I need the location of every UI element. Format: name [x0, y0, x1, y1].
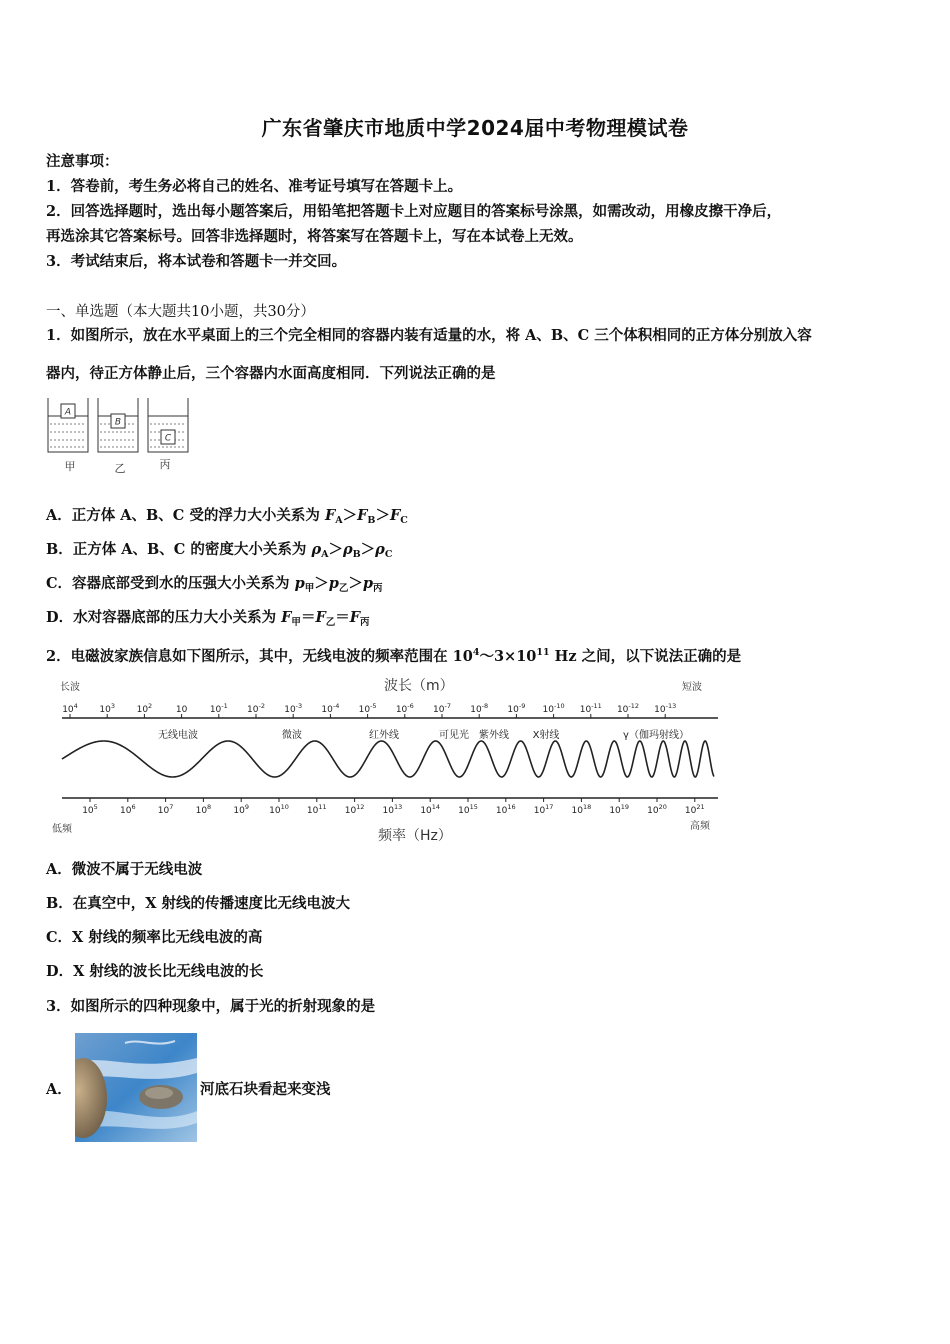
frequency-title: 频率（Hz）	[378, 828, 452, 844]
frequency-tick-label: $10^{21}$	[684, 803, 705, 816]
riverbed-stone-photo	[75, 1033, 197, 1142]
wavelength-tick-label: 10	[175, 705, 188, 715]
frequency-tick-label: $10^5$	[82, 803, 98, 816]
notice-heading: 注意事项：	[46, 153, 119, 170]
page-title: 广东省肇庆市地质中学2024届中考物理模试卷	[261, 116, 689, 140]
q3-option-a-text[interactable]: 河底石块看起来变浅	[200, 1081, 331, 1098]
q2-option-c[interactable]: C．X 射线的频率比无线电波的高	[46, 929, 263, 946]
band-label: 无线电波	[158, 730, 198, 741]
band-label: 紫外线	[479, 730, 509, 741]
band-label: γ（伽玛射线）	[623, 730, 689, 741]
wavelength-tick-label: $10^{-9}$	[507, 702, 526, 715]
frequency-tick-label: $10^{20}$	[647, 803, 667, 816]
frequency-tick-label: $10^{10}$	[269, 803, 289, 816]
frequency-tick-label: $10^{17}$	[533, 803, 554, 816]
notice-item-1: 1．答卷前，考生务必将自己的姓名、准考证号填写在答题卡上。	[46, 178, 463, 195]
band-label: 红外线	[369, 730, 399, 741]
frequency-tick-label: $10^8$	[195, 803, 212, 816]
wavelength-tick-label: $10^{-5}$	[358, 702, 377, 715]
wavelength-tick-label: $10^{-13}$	[654, 702, 677, 715]
band-label: X射线	[532, 730, 560, 741]
block-label-a: A	[64, 407, 72, 418]
wavelength-tick-label: $10^{-3}$	[284, 702, 303, 715]
q1-stem-line1: 1．如图所示，放在水平桌面上的三个完全相同的容器内装有适量的水，将 A、B、C 三个体积相同的正方体分别放入容	[46, 327, 812, 344]
wavelength-tick-label: $10^{-11}$	[579, 702, 602, 715]
q2-option-b[interactable]: B．在真空中，X 射线的传播速度比无线电波大	[46, 895, 351, 912]
notice-item-2-cont: 再选涂其它答案标号。回答非选择题时，将答案写在答题卡上，写在本试卷上无效。	[46, 228, 583, 245]
wavelength-tick-label: $10^4$	[62, 702, 78, 715]
q1-option-d[interactable]: D．水对容器底部的压力大小关系为 $F_甲=F_乙=F_丙$	[46, 609, 370, 628]
wavelength-tick-label: $10^3$	[99, 702, 115, 715]
wavelength-tick-label: $10^{-1}$	[209, 702, 228, 715]
wavelength-tick-label: $10^{-12}$	[616, 702, 640, 715]
section-heading: 一、单选题（本大题共10小题，共30分）	[46, 304, 315, 320]
wavelength-tick-label: $10^{-8}$	[470, 702, 489, 715]
frequency-tick-label: $10^{11}$	[306, 803, 327, 816]
q1-option-a[interactable]: A．正方体 A、B、C 受的浮力大小关系为 $F_A>F_B>F_C$	[46, 507, 408, 526]
q2-option-d[interactable]: D．X 射线的波长比无线电波的长	[46, 963, 264, 980]
block-label-c: C	[164, 433, 172, 444]
frequency-tick-label: $10^7$	[157, 803, 174, 816]
container-label-yi: 乙	[114, 462, 126, 475]
q1-option-b[interactable]: B．正方体 A、B、C 的密度大小关系为 $\rho_A>\rho_B>\rho_C$	[46, 541, 393, 560]
wavelength-title: 波长（m）	[384, 678, 454, 694]
container-label-jia: 甲	[64, 460, 76, 473]
frequency-tick-label: $10^{15}$	[458, 803, 478, 816]
notice-item-3: 3．考试结束后，将本试卷和答题卡一并交回。	[46, 253, 347, 270]
q3-option-a-label[interactable]: A．	[46, 1081, 72, 1098]
frequency-tick-label: $10^{16}$	[495, 803, 516, 816]
notice-item-2: 2．回答选择题时，选出每小题答案后，用铅笔把答题卡上对应题目的答案标号涂黑，如需改动，用橡皮擦干净后，	[46, 203, 782, 220]
q2-stem: 2．电磁波家族信息如下图所示，其中，无线电波的频率范围在 $10^4\sim 3\times 10^{11}$ Hz 之间，以下说法正确的是	[46, 647, 742, 665]
high-freq-label: 高频	[690, 821, 710, 832]
short-wave-label: 短波	[682, 682, 702, 693]
frequency-tick-label: $10^{13}$	[382, 803, 403, 816]
container-label-bing: 丙	[159, 458, 171, 471]
q1-option-c[interactable]: C．容器底部受到水的压强大小关系为 $p_甲>p_乙>p_丙$	[46, 575, 383, 594]
q2-option-a[interactable]: A．微波不属于无线电波	[46, 861, 203, 878]
frequency-tick-label: $10^9$	[233, 803, 249, 816]
q1-stem-line2: 器内，待正方体静止后，三个容器内水面高度相同．下列说法正确的是	[46, 365, 496, 382]
low-freq-label: 低频	[52, 824, 72, 835]
wavelength-tick-label: $10^{-7}$	[433, 702, 451, 715]
wavelength-tick-label: $10^{-4}$	[321, 702, 340, 715]
wavelength-tick-label: $10^2$	[136, 702, 153, 715]
frequency-tick-label: $10^{18}$	[571, 803, 592, 816]
frequency-tick-label: $10^{14}$	[420, 803, 441, 816]
block-label-b: B	[114, 417, 122, 428]
wavelength-tick-label: $10^{-2}$	[247, 702, 265, 715]
q1-figure-containers	[44, 394, 194, 478]
q3-stem: 3．如图所示的四种现象中，属于光的折射现象的是	[46, 998, 376, 1015]
em-spectrum-figure	[50, 672, 730, 846]
frequency-tick-label: $10^6$	[120, 803, 136, 816]
frequency-tick-label: $10^{12}$	[344, 803, 365, 816]
band-label: 微波	[282, 730, 302, 741]
band-label: 可见光	[439, 730, 469, 741]
long-wave-label: 长波	[60, 682, 80, 693]
wave-curve	[62, 741, 714, 777]
wavelength-tick-label: $10^{-10}$	[542, 702, 565, 715]
wavelength-tick-label: $10^{-6}$	[395, 702, 414, 715]
frequency-tick-label: $10^{19}$	[609, 803, 630, 816]
